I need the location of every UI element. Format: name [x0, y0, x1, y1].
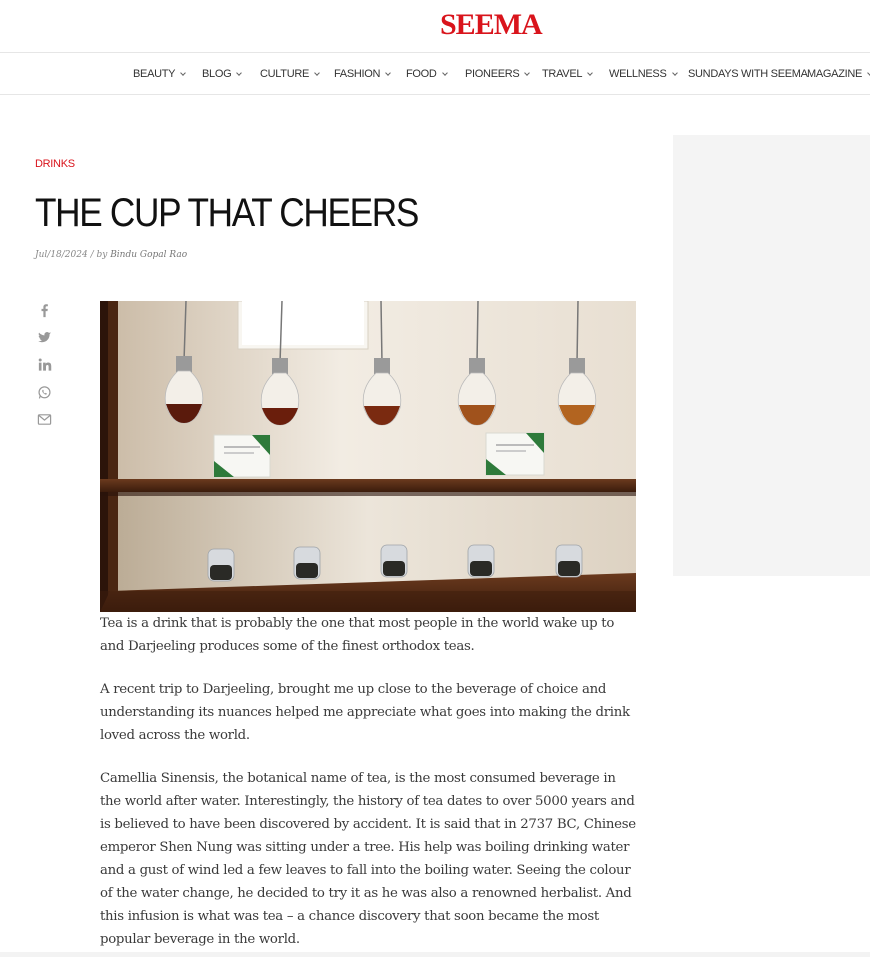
email-icon[interactable]: [37, 412, 53, 428]
author-link[interactable]: Bindu Gopal Rao: [110, 250, 188, 260]
chevron-down-icon: [587, 70, 593, 76]
byline-separator: / by: [87, 250, 111, 260]
nav-label: PIONEERS: [465, 68, 520, 80]
nav-label: FOOD: [406, 68, 437, 80]
article-paragraph: Camellia Sinensis, the botanical name of tea, is the most consumed beverage in the world after water. Interestingly, the history of tea dates to over 5000 years and is believed to have been discovered by accident. It is said that in 2737 BC, Chinese emperor Shen Nung was sitting under a tree. His help was boiling drinking water and a gust of wind led a few leaves to fall into the boiling water. Seeing the colour of the water change, he decided to try it as he was also a renowned herbalist. And this infusion is what was tea – a chance discovery that soon became the most popular beverage in the world.: [100, 771, 636, 947]
chevron-down-icon: [442, 70, 448, 76]
nav-item-wellness[interactable]: [609, 54, 677, 94]
header-logo-bar: [0, 0, 870, 53]
main-nav: [0, 54, 870, 95]
page-bottom-strip: [0, 952, 870, 957]
twitter-icon[interactable]: [37, 330, 53, 346]
article-meta: [35, 250, 187, 260]
article-paragraph: A recent trip to Darjeeling, brought me up close to the beverage of choice and understanding its nuances helped me appreciate what goes into making the drink loved across the world.: [100, 682, 630, 743]
nav-label: SUNDAYS WITH SEEMA: [688, 68, 808, 80]
nav-item-fashion[interactable]: [334, 54, 390, 94]
category-link[interactable]: DRINKS: [35, 158, 75, 170]
linkedin-icon[interactable]: [37, 357, 53, 373]
whatsapp-icon[interactable]: [37, 385, 53, 401]
article-title: THE CUP THAT CHEERS: [35, 191, 419, 235]
site-logo[interactable]: SEEMA: [440, 8, 542, 41]
nav-item-culture[interactable]: [260, 54, 319, 94]
chevron-down-icon: [385, 70, 391, 76]
publish-date: Jul/18/2024: [35, 250, 88, 260]
chevron-down-icon: [525, 70, 531, 76]
article-hero-image: [100, 301, 636, 612]
nav-label: WELLNESS: [609, 68, 667, 80]
nav-item-sundays-with-seema[interactable]: [688, 54, 808, 94]
nav-label: TRAVEL: [542, 68, 583, 80]
article-paragraph: Tea is a drink that is probably the one that most people in the world wake up to and Darjeeling produces some of the finest orthodox teas.: [100, 616, 615, 654]
nav-item-blog[interactable]: [202, 54, 241, 94]
chevron-down-icon: [672, 70, 678, 76]
nav-label: MAGAZINE: [807, 68, 863, 80]
chevron-down-icon: [314, 70, 320, 76]
chevron-down-icon: [180, 70, 186, 76]
sidebar-ad-placeholder: [673, 135, 870, 576]
facebook-icon[interactable]: [37, 303, 53, 319]
nav-label: CULTURE: [260, 68, 310, 80]
nav-item-magazine[interactable]: [807, 54, 870, 94]
nav-item-food[interactable]: [406, 54, 447, 94]
nav-item-beauty[interactable]: [133, 54, 185, 94]
nav-item-pioneers[interactable]: [465, 54, 529, 94]
nav-item-travel[interactable]: [542, 54, 592, 94]
nav-label: BLOG: [202, 68, 232, 80]
article-body: [100, 612, 640, 957]
nav-label: BEAUTY: [133, 68, 176, 80]
chevron-down-icon: [237, 70, 243, 76]
nav-label: FASHION: [334, 68, 381, 80]
